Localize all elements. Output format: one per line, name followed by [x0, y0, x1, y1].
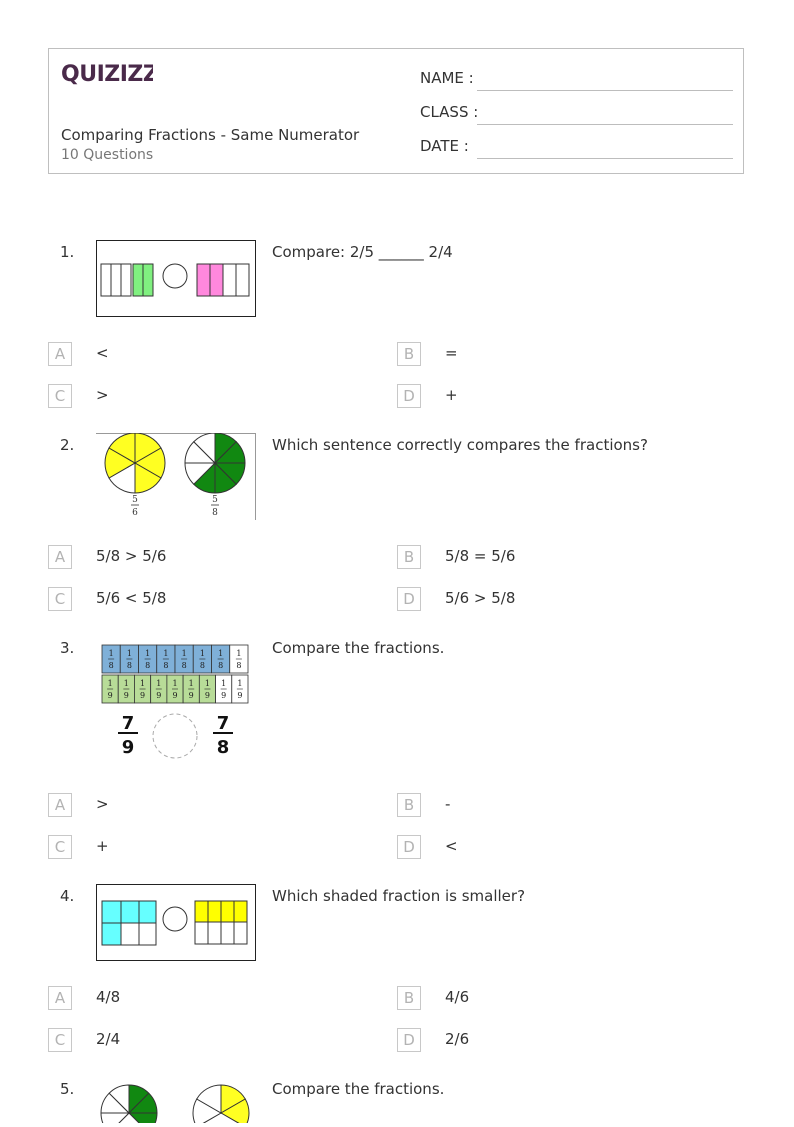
- quizizz-logo: [61, 59, 153, 91]
- option-text: <: [96, 344, 109, 362]
- fraction-circles-partial-image: [96, 1077, 256, 1127]
- name-line[interactable]: [477, 90, 733, 91]
- question-number: 1.: [60, 243, 75, 261]
- option-text: 4/8: [96, 988, 121, 1006]
- cell-denominator: 8: [199, 661, 205, 670]
- option-letter: A: [48, 986, 72, 1010]
- option-letter: D: [397, 835, 421, 859]
- question-text: Which shaded fraction is smaller?: [272, 887, 526, 905]
- option-text: =: [445, 344, 458, 362]
- option-letter: B: [397, 793, 421, 817]
- option-text: -: [445, 795, 451, 813]
- cell-denominator: 8: [236, 661, 242, 670]
- question-text: Compare the fractions.: [272, 1080, 445, 1098]
- name-field[interactable]: [420, 69, 733, 91]
- option-text: 5/8 > 5/6: [96, 547, 167, 565]
- option-text: +: [96, 837, 109, 855]
- date-line[interactable]: [477, 158, 733, 159]
- cell-numerator: 1: [181, 649, 187, 658]
- right-numerator: 7: [216, 713, 230, 734]
- date-label: DATE :: [420, 137, 469, 155]
- option-letter: D: [397, 384, 421, 408]
- question-count: 10 Questions: [61, 147, 154, 163]
- cell-numerator: 1: [126, 649, 132, 658]
- cell-denominator: 9: [107, 691, 113, 700]
- option-letter: A: [48, 793, 72, 817]
- right-denominator: 8: [216, 737, 230, 758]
- cell-numerator: 1: [199, 649, 205, 658]
- question-number: 4.: [60, 887, 75, 905]
- cell-numerator: 1: [237, 679, 243, 688]
- class-line[interactable]: [477, 124, 733, 125]
- option-letter: B: [397, 545, 421, 569]
- question-number: 5.: [60, 1080, 75, 1098]
- option-text: 2/6: [445, 1030, 470, 1048]
- fraction-label: 5: [132, 495, 138, 505]
- cell-numerator: 1: [221, 679, 227, 688]
- cell-numerator: 1: [107, 679, 113, 688]
- option-letter: D: [397, 587, 421, 611]
- option-letter: D: [397, 1028, 421, 1052]
- left-denominator: 9: [121, 737, 135, 758]
- option-text: 4/6: [445, 988, 470, 1006]
- class-label: CLASS :: [420, 103, 479, 121]
- question-number: 2.: [60, 436, 75, 454]
- question-text: Compare: 2/5 ______ 2/4: [272, 243, 453, 261]
- worksheet-title: Comparing Fractions - Same Numerator: [61, 126, 360, 144]
- cell-numerator: 1: [156, 679, 162, 688]
- cell-denominator: 8: [163, 661, 169, 670]
- question-text: Compare the fractions.: [272, 639, 445, 657]
- cell-denominator: 9: [204, 691, 210, 700]
- option-letter: C: [48, 835, 72, 859]
- option-text: >: [96, 386, 109, 404]
- cell-numerator: 1: [163, 649, 169, 658]
- cell-numerator: 1: [188, 679, 194, 688]
- cell-numerator: 1: [140, 679, 146, 688]
- fraction-label: 6: [132, 508, 138, 518]
- option-text: >: [96, 795, 109, 813]
- name-label: NAME :: [420, 69, 474, 87]
- shaded-grids-image: [96, 884, 256, 965]
- fraction-circles-image: [96, 433, 256, 524]
- svg-text:QUIZIZZ: QUIZIZZ: [61, 62, 153, 87]
- left-numerator: 7: [121, 713, 135, 734]
- cell-denominator: 8: [108, 661, 114, 670]
- cell-numerator: 1: [145, 649, 151, 658]
- cell-numerator: 1: [218, 649, 224, 658]
- cell-denominator: 9: [156, 691, 162, 700]
- question-text: Which sentence correctly compares the fractions?: [272, 436, 648, 454]
- cell-denominator: 9: [221, 691, 227, 700]
- option-letter: B: [397, 342, 421, 366]
- cell-numerator: 1: [172, 679, 178, 688]
- cell-denominator: 9: [237, 691, 243, 700]
- option-text: +: [445, 386, 458, 404]
- question-number: 3.: [60, 639, 75, 657]
- cell-denominator: 8: [181, 661, 187, 670]
- class-field[interactable]: [420, 103, 733, 125]
- option-text: 5/6 < 5/8: [96, 589, 167, 607]
- cell-numerator: 1: [204, 679, 210, 688]
- cell-numerator: 1: [123, 679, 129, 688]
- cell-denominator: 8: [218, 661, 224, 670]
- worksheet-header: [48, 48, 744, 174]
- cell-denominator: 9: [188, 691, 194, 700]
- option-letter: C: [48, 384, 72, 408]
- option-letter: B: [397, 986, 421, 1010]
- cell-denominator: 9: [140, 691, 146, 700]
- cell-numerator: 1: [108, 649, 114, 658]
- option-text: <: [445, 837, 458, 855]
- option-text: 5/8 = 5/6: [445, 547, 516, 565]
- option-text: 5/6 > 5/8: [445, 589, 516, 607]
- cell-numerator: 1: [236, 649, 242, 658]
- option-letter: A: [48, 342, 72, 366]
- option-letter: A: [48, 545, 72, 569]
- cell-denominator: 8: [126, 661, 132, 670]
- fraction-bars-image: [96, 240, 256, 321]
- fraction-label: 8: [212, 508, 218, 518]
- fraction-label: 5: [212, 495, 218, 505]
- date-field[interactable]: [420, 137, 733, 159]
- cell-denominator: 9: [123, 691, 129, 700]
- option-letter: C: [48, 1028, 72, 1052]
- option-letter: C: [48, 587, 72, 611]
- cell-denominator: 8: [145, 661, 151, 670]
- cell-denominator: 9: [172, 691, 178, 700]
- fraction-strips-image: [96, 636, 256, 764]
- option-text: 2/4: [96, 1030, 121, 1048]
